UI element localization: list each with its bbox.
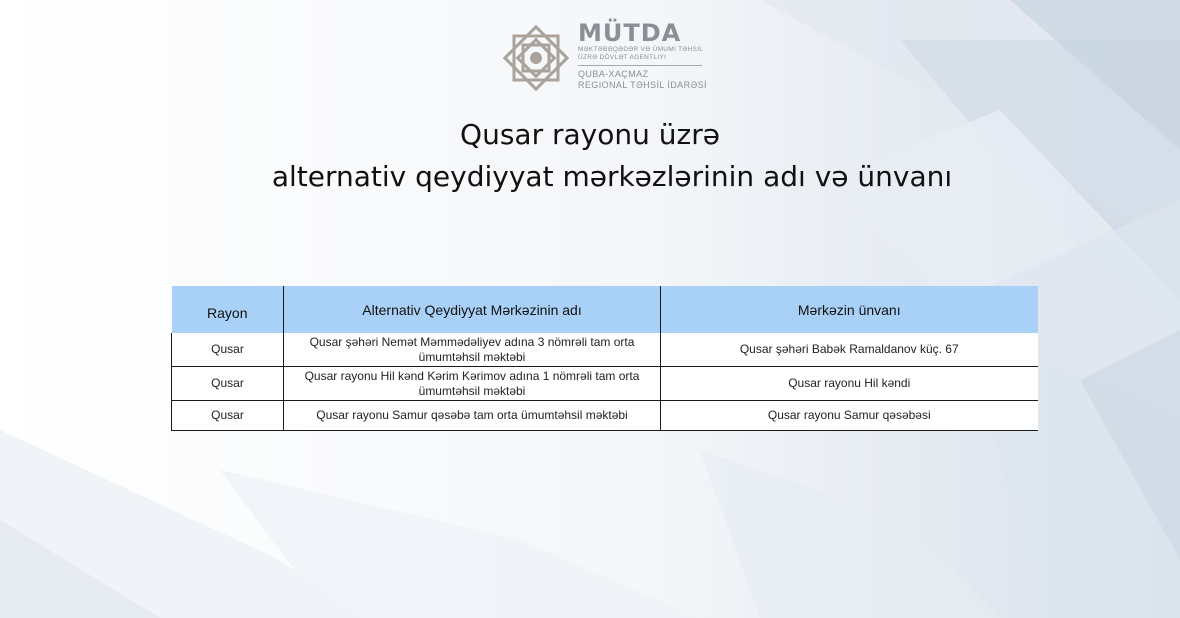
header-rayon: Rayon — [172, 286, 284, 333]
brand-region-1: QUBA-XAÇMAZ — [578, 69, 649, 79]
table-row — [172, 333, 1038, 367]
brand-divider — [578, 65, 702, 66]
cell-rayon: Qusar — [172, 401, 284, 431]
cell-center-name — [284, 333, 661, 367]
brand-subtitle-2: ÜZRƏ DÖVLƏT AGENTLIYI — [578, 54, 667, 61]
brand-region-2: REGIONAL TƏHSİL İDARƏSİ — [578, 80, 707, 90]
center-name-line-2: ümumtəhsil məktəbi — [418, 383, 526, 398]
star-ornament-icon — [500, 22, 572, 94]
mutda-logo — [500, 20, 720, 98]
brand-name: MÜTDA — [578, 19, 682, 47]
center-name-line-1: Qusar rayonu Samur qəsəbə tam orta ümumtəhsil məktəbi — [316, 408, 628, 422]
cell-address: Qusar şəhəri Babək Ramaldanov küç. 67 — [661, 333, 1038, 367]
brand-subtitle-1: MƏKTƏBƏQƏDƏR VƏ ÜMUMI TƏHSIL — [578, 46, 704, 53]
cell-center-name — [284, 367, 661, 401]
center-name-line-1: Qusar şəhəri Nemət Məmmədəliyev adına 3 nömrəli tam orta — [309, 334, 635, 349]
center-name-line-1: Qusar rayonu Hil kənd Kərim Kərimov adına 1 nömrəli tam orta — [304, 368, 640, 383]
cell-rayon: Qusar — [172, 367, 284, 401]
page-title-line-1: Qusar rayonu üzrə — [460, 118, 720, 151]
table-header-row — [172, 286, 1038, 333]
registration-centers-table — [171, 286, 1038, 431]
page-title-line-2: alternativ qeydiyyat mərkəzlərinin adı və ünvanı — [271, 160, 953, 193]
cell-rayon: Qusar — [172, 333, 284, 367]
cell-address: Qusar rayonu Samur qəsəbəsi — [661, 401, 1038, 431]
cell-center-name — [284, 401, 661, 431]
table-row — [172, 401, 1038, 431]
cell-address: Qusar rayonu Hil kəndi — [661, 367, 1038, 401]
table-row — [172, 367, 1038, 401]
center-name-line-2: ümumtəhsil məktəbi — [418, 349, 526, 364]
header-center-name: Alternativ Qeydiyyat Mərkəzinin adı — [284, 286, 661, 333]
header-center-address: Mərkəzin ünvanı — [661, 286, 1038, 333]
